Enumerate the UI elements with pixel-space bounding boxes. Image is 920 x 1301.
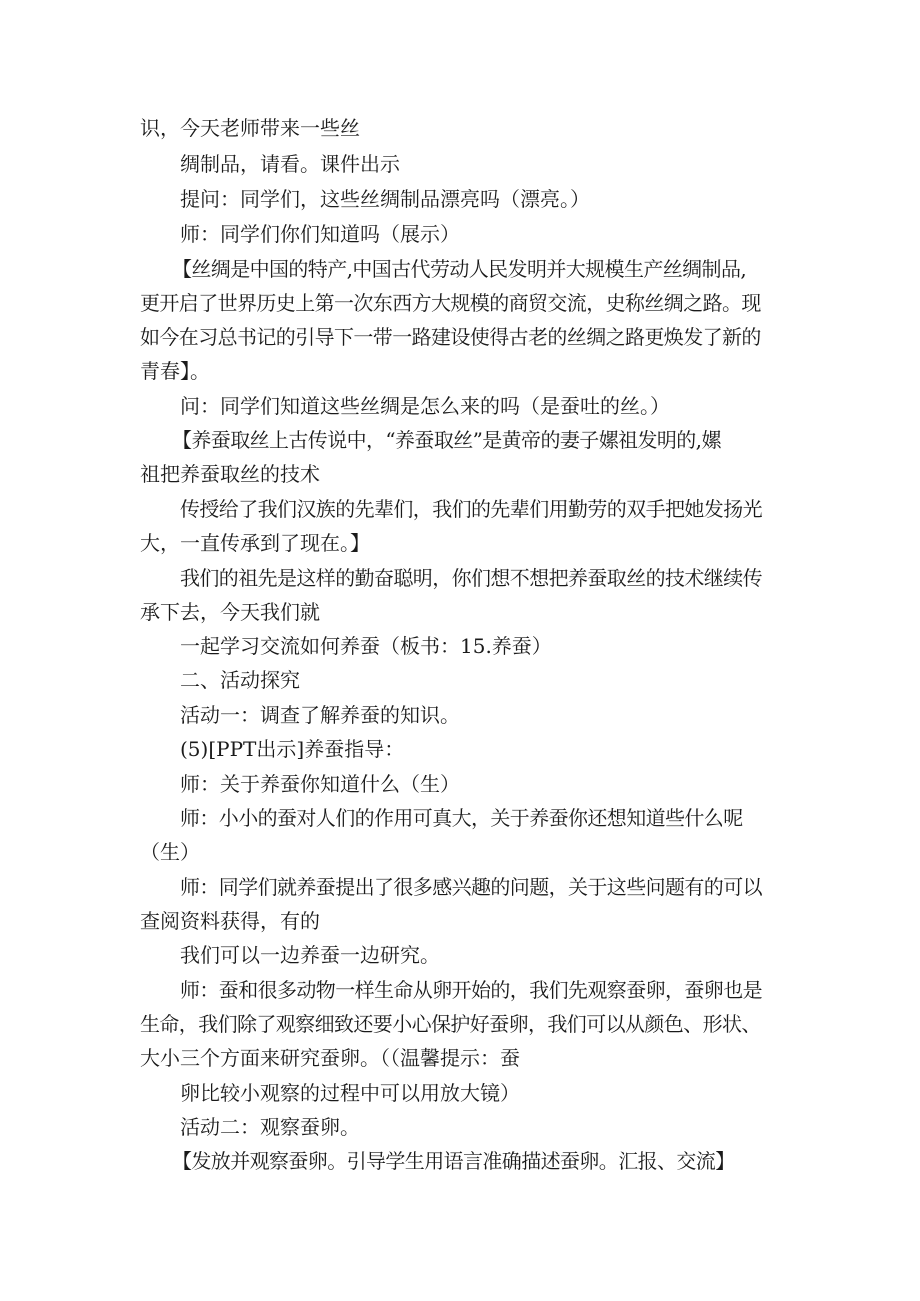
text-line: 祖把养蚕取丝的技术 (140, 462, 320, 486)
text-line: 活动二：观察蚕卵。 (180, 1115, 360, 1139)
text-line: 提问：同学们，这些丝绸制品漂亮吗（漂亮。） (180, 187, 590, 211)
text-line: 大，一直传承到了现在。】 (140, 531, 370, 555)
text-line: 我们的祖先是这样的勤奋聪明，你们想不想把养蚕取丝的技术继续传 (180, 566, 762, 590)
text-line: 生命，我们除了观察细致还要小心保护好蚕卵，我们可以从颜色、形状、 (140, 1012, 761, 1036)
text-line: 如今在习总书记的引导下一带一路建设使得古老的丝绸之路更焕发了新的 (140, 325, 761, 349)
text-line: 【养蚕取丝上古传说中，“养蚕取丝”是黄帝的妻子嫘祖发明的,嫘 (172, 428, 721, 452)
text-line: (5)[PPT出示]养蚕指导： (180, 737, 405, 761)
text-line: 师：同学们就养蚕提出了很多感兴趣的问题，关于这些问题有的可以 (180, 875, 762, 899)
text-line: 查阅资料获得，有的 (140, 909, 320, 933)
text-line: 活动一：调查了解养蚕的知识。 (180, 703, 460, 727)
text-line: 【发放并观察蚕卵。引导学生用语言准确描述蚕卵。汇报、交流】 (172, 1149, 735, 1173)
text-line: 传授给了我们汉族的先辈们，我们的先辈们用勤劳的双手把她发扬光 (180, 497, 762, 521)
text-line: 绸制品，请看。课件出示 (180, 152, 400, 176)
text-line: 师：关于养蚕你知道什么（生） (180, 772, 460, 796)
text-line: 师：小小的蚕对人们的作用可真大，关于养蚕你还想知道些什么呢 (180, 806, 743, 830)
section-heading: 二、活动探究 (180, 668, 300, 692)
text-line: 承下去，今天我们就 (140, 600, 320, 624)
text-line: 一起学习交流如何养蚕（板书：15.养蚕） (180, 634, 552, 658)
text-line: 识，今天老师带来一些丝 (140, 116, 360, 140)
text-line: （生） (140, 840, 200, 864)
text-line: 问：同学们知道这些丝绸是怎么来的吗（是蚕吐的丝。） (180, 394, 670, 418)
text-line: 青春】。 (140, 359, 210, 383)
text-line: 大小三个方面来研究蚕卵。（（温馨提示：蚕 (140, 1046, 520, 1070)
text-line: 卵比较小观察的过程中可以用放大镜） (180, 1081, 520, 1105)
text-line: 【丝绸是中国的特产,中国古代劳动人民发明并大规模生产丝绸制品, (172, 257, 747, 281)
text-line: 我们可以一边养蚕一边研究。 (180, 943, 440, 967)
text-line: 师：蚕和很多动物一样生命从卵开始的，我们先观察蚕卵，蚕卵也是 (180, 978, 762, 1002)
text-line: 更开启了世界历史上第一次东西方大规模的商贸交流，史称丝绸之路。现 (140, 291, 761, 315)
text-line: 师：同学们你们知道吗（展示） (180, 222, 460, 246)
